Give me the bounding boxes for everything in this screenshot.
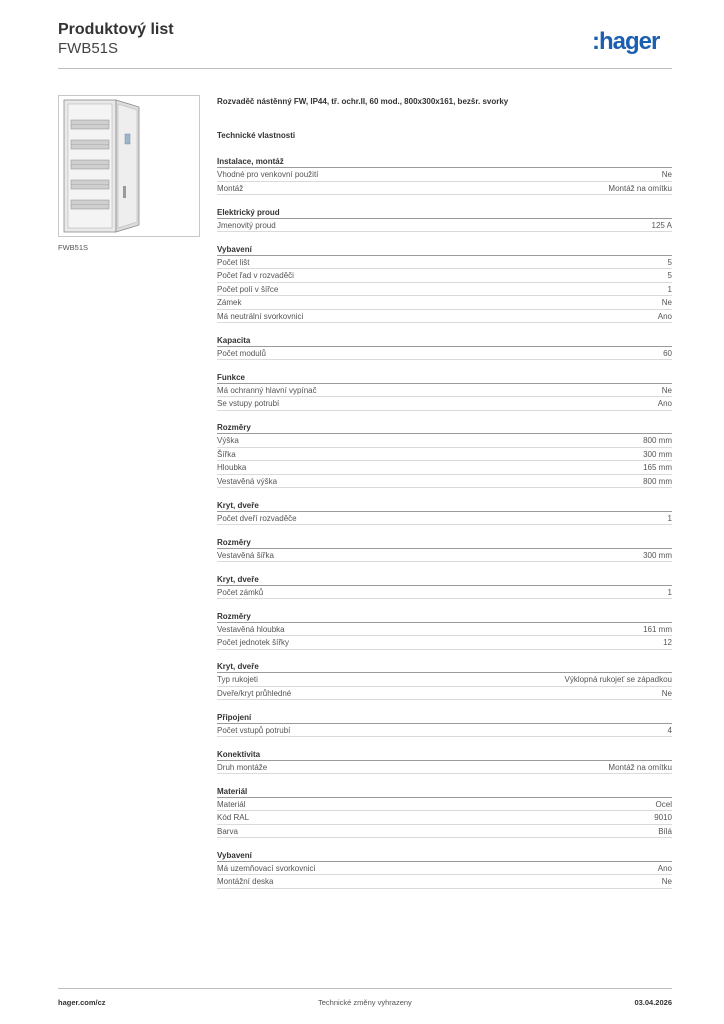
property-label: Vestavěná výška bbox=[217, 476, 278, 486]
property-value: Ne bbox=[661, 688, 672, 698]
property-row bbox=[217, 168, 672, 182]
property-row bbox=[217, 397, 672, 411]
property-row bbox=[217, 219, 672, 233]
group-title: Rozměry bbox=[217, 611, 672, 623]
group-title: Vybavení bbox=[217, 850, 672, 862]
property-row bbox=[217, 811, 672, 825]
property-label: Vestavěná hloubka bbox=[217, 624, 285, 634]
property-row bbox=[217, 283, 672, 297]
property-row bbox=[217, 586, 672, 600]
group-spacer bbox=[217, 360, 672, 372]
property-value: 9010 bbox=[654, 813, 672, 822]
property-label: Počet zámků bbox=[217, 587, 264, 597]
property-value: 12 bbox=[663, 638, 672, 647]
group-title: Kryt, dveře bbox=[217, 574, 672, 586]
property-row bbox=[217, 825, 672, 839]
property-label: Kód RAL bbox=[217, 813, 250, 822]
group-spacer bbox=[217, 411, 672, 423]
property-label: Hloubka bbox=[217, 463, 247, 472]
property-value: Ne bbox=[661, 385, 672, 395]
property-label: Počet dveří rozvaděče bbox=[217, 513, 297, 523]
property-label: Vestavěná šířka bbox=[217, 550, 274, 560]
property-row bbox=[217, 269, 672, 283]
property-label: Se vstupy potrubí bbox=[217, 399, 280, 408]
property-value: Ano bbox=[657, 863, 672, 873]
group-title: Kryt, dveře bbox=[217, 661, 672, 673]
property-row bbox=[217, 384, 672, 398]
property-row bbox=[217, 448, 672, 462]
product-code-subtitle: FWB51S bbox=[58, 40, 119, 57]
property-value: 800 mm bbox=[643, 476, 672, 486]
group-title: Vybavení bbox=[217, 244, 672, 256]
property-label: Počet lišt bbox=[217, 257, 250, 267]
property-value: Výklopná rukojeť se západkou bbox=[564, 675, 672, 684]
distribution-board-illustration bbox=[59, 96, 199, 236]
group-title: Instalace, montáž bbox=[217, 156, 672, 168]
properties-list bbox=[217, 156, 672, 889]
property-value: Ne bbox=[661, 170, 672, 179]
property-row bbox=[217, 475, 672, 489]
group-spacer bbox=[217, 488, 672, 500]
property-row bbox=[217, 347, 672, 361]
group-spacer bbox=[217, 650, 672, 662]
footer-note: Technické změny vyhrazeny bbox=[318, 998, 412, 1007]
group-title: Materiál bbox=[217, 786, 672, 798]
property-row bbox=[217, 256, 672, 270]
group-spacer bbox=[217, 323, 672, 335]
property-label: Typ rukojeti bbox=[217, 675, 258, 684]
group-spacer bbox=[217, 700, 672, 712]
property-label: Barva bbox=[217, 826, 238, 836]
property-value: 800 mm bbox=[643, 436, 672, 445]
property-row bbox=[217, 512, 672, 526]
property-value: Montáž na omítku bbox=[608, 183, 672, 193]
property-label: Počet polí v šířce bbox=[217, 284, 279, 294]
property-label: Druh montáže bbox=[217, 762, 268, 772]
group-title: Funkce bbox=[217, 372, 672, 384]
property-row bbox=[217, 724, 672, 738]
property-value: 1 bbox=[667, 587, 672, 597]
property-row bbox=[217, 875, 672, 889]
property-row bbox=[217, 549, 672, 563]
property-label: Materiál bbox=[217, 799, 246, 809]
property-value: 165 mm bbox=[643, 463, 672, 472]
property-label: Montážní deska bbox=[217, 877, 274, 886]
property-label: Šířka bbox=[217, 449, 236, 459]
property-label: Jmenovitý proud bbox=[217, 220, 276, 230]
property-row bbox=[217, 687, 672, 701]
footer-divider bbox=[58, 988, 672, 989]
property-row bbox=[217, 623, 672, 637]
group-spacer bbox=[217, 599, 672, 611]
property-value: Ne bbox=[661, 877, 672, 886]
group-title: Rozměry bbox=[217, 422, 672, 434]
group-title: Rozměry bbox=[217, 537, 672, 549]
product-image bbox=[58, 95, 200, 237]
page-title: Produktový list bbox=[58, 21, 174, 38]
group-title: Kapacita bbox=[217, 335, 672, 347]
property-label: Počet vstupů potrubí bbox=[217, 725, 291, 735]
group-title: Připojení bbox=[217, 712, 672, 724]
property-value: 5 bbox=[667, 271, 672, 280]
group-title: Elektrický proud bbox=[217, 207, 672, 219]
header-divider bbox=[58, 68, 672, 69]
group-spacer bbox=[217, 232, 672, 244]
property-value: Montáž na omítku bbox=[608, 762, 672, 772]
property-value: 300 mm bbox=[643, 550, 672, 560]
footer-website[interactable]: hager.com/cz bbox=[58, 998, 106, 1007]
property-label: Má ochranný hlavní vypínač bbox=[217, 385, 317, 395]
group-spacer bbox=[217, 562, 672, 574]
property-row bbox=[217, 182, 672, 196]
property-label: Zámek bbox=[217, 298, 242, 307]
property-row bbox=[217, 636, 672, 650]
property-label: Montáž bbox=[217, 183, 244, 193]
group-spacer bbox=[217, 195, 672, 207]
property-row bbox=[217, 673, 672, 687]
hager-logo bbox=[592, 28, 676, 56]
property-label: Dveře/kryt průhledné bbox=[217, 688, 292, 698]
svg-text::hager: :hager bbox=[592, 28, 660, 55]
property-value: 1 bbox=[667, 513, 672, 523]
property-value: Bílá bbox=[658, 826, 672, 836]
group-title: Konektivita bbox=[217, 749, 672, 761]
property-row bbox=[217, 461, 672, 475]
property-value: Ocel bbox=[655, 799, 672, 809]
group-spacer bbox=[217, 737, 672, 749]
property-label: Počet modulů bbox=[217, 348, 266, 358]
product-description: Rozvaděč nástěnný FW, IP44, tř. ochr.II, 60 mod., 800x300x161, bezšr. svorky bbox=[217, 97, 509, 106]
group-spacer bbox=[217, 525, 672, 537]
property-label: Počet jednotek šířky bbox=[217, 638, 290, 647]
property-value: 161 mm bbox=[643, 624, 672, 634]
property-row bbox=[217, 798, 672, 812]
property-row bbox=[217, 761, 672, 775]
property-value: 4 bbox=[667, 725, 672, 735]
property-value: 300 mm bbox=[643, 449, 672, 459]
property-label: Výška bbox=[217, 436, 239, 445]
property-row bbox=[217, 434, 672, 448]
footer-date: 03.04.2026 bbox=[634, 998, 672, 1007]
property-value: Ano bbox=[657, 311, 672, 321]
property-row bbox=[217, 296, 672, 310]
property-value: Ano bbox=[657, 399, 672, 408]
group-title: Kryt, dveře bbox=[217, 500, 672, 512]
group-spacer bbox=[217, 838, 672, 850]
property-row bbox=[217, 862, 672, 876]
section-heading: Technické vlastnosti bbox=[217, 131, 296, 140]
property-value: 60 bbox=[663, 348, 672, 358]
property-label: Má uzemňovací svorkovnici bbox=[217, 863, 316, 873]
property-row bbox=[217, 310, 672, 324]
property-value: 1 bbox=[667, 284, 672, 294]
property-value: 5 bbox=[667, 257, 672, 267]
image-caption: FWB51S bbox=[58, 243, 89, 252]
group-spacer bbox=[217, 774, 672, 786]
property-label: Má neutrální svorkovnici bbox=[217, 311, 304, 321]
property-label: Počet řad v rozvaděči bbox=[217, 271, 294, 280]
property-label: Vhodné pro venkovní použití bbox=[217, 170, 319, 179]
property-value: 125 A bbox=[651, 220, 672, 230]
property-value: Ne bbox=[661, 298, 672, 307]
